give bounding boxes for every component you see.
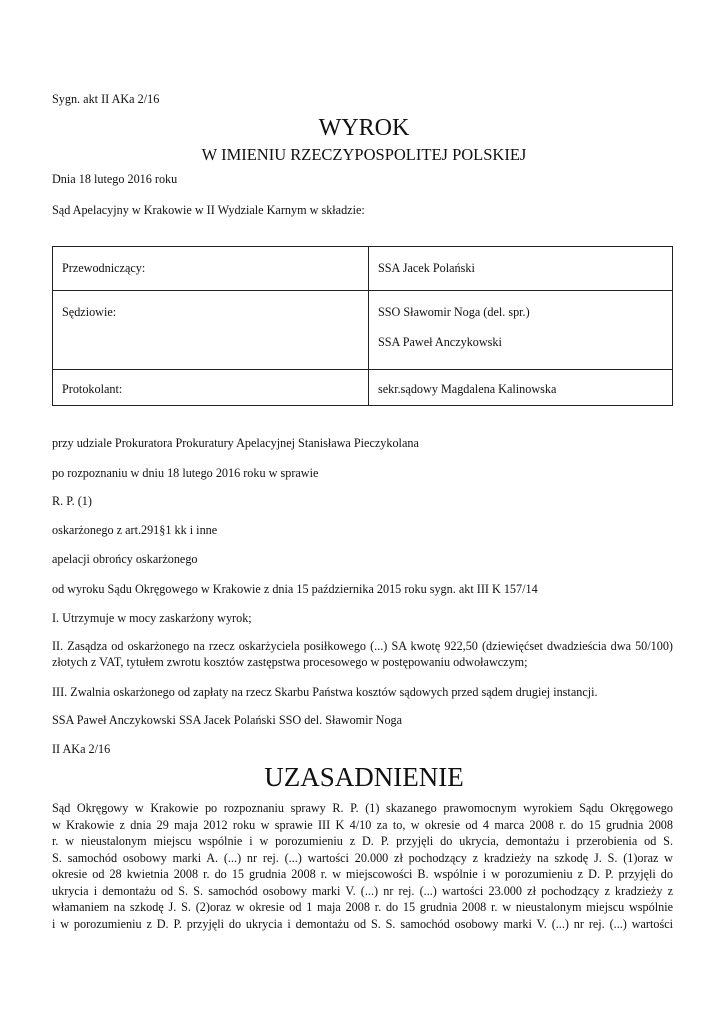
defendant-line: R. P. (1) <box>52 494 92 508</box>
ruling-point-3: III. Zwalnia oskarżonego od zapłaty na rzecz Skarbu Państwa kosztów sądowych przed sądem drugiej instancji. <box>52 685 598 699</box>
paragraph-line: w Krakowie z dnia 29 maja 2012 roku w sprawie III K 4/10 za to, w okresie od 4 marca 2008 r. do 15 grudnia 2008 <box>52 817 673 832</box>
paragraph-line: okresie od 28 kwietnia 2008 r. do 15 grudnia 2008 r. w miejscowości B. wspólnie i w porozumieniu z D. P. przyjęli do <box>52 867 673 881</box>
paragraph-line: ukrycia i demontażu od S. S. samochód osobowy marki V. (...) nr rej. (...) wartości 23.000 zł pochodzący z kradzieży z <box>52 883 673 898</box>
case-signature: Sygn. akt II AKa 2/16 <box>52 92 160 106</box>
table-row <box>53 370 673 406</box>
document-subtitle: W IMIENIU RZECZYPOSPOLITEJ POLSKIEJ <box>201 145 527 164</box>
case-signature-short: II AKa 2/16 <box>52 742 111 756</box>
ruling-point-1: I. Utrzymuje w mocy zaskarżony wyrok; <box>52 611 252 625</box>
role-label: Sędziowie: <box>62 305 117 319</box>
person-name: SSA Jacek Polański <box>378 261 475 275</box>
role-label: Przewodniczący: <box>62 261 146 275</box>
role-cell <box>53 291 369 370</box>
judgment-date: Dnia 18 lutego 2016 roku <box>52 172 178 186</box>
judges-signatures: SSA Paweł Anczykowski SSA Jacek Polański SSO del. Sławomir Noga <box>52 713 403 727</box>
role-cell <box>53 370 369 406</box>
names-cell <box>369 247 673 291</box>
table-row <box>53 247 673 291</box>
charge-line: oskarżonego z art.291§1 kk i inne <box>52 523 218 537</box>
table-row <box>53 291 673 370</box>
names-cell <box>369 370 673 406</box>
court-composition-intro: Sąd Apelacyjny w Krakowie w II Wydziale Karnym w składzie: <box>52 203 365 217</box>
paragraph-line: i w porozumieniu z D. P. przyjęli do ukrycia i demontażu od S. S. samochód osobowy marki V. (...) nr rej. (...) wartości <box>52 916 673 931</box>
paragraph-line: Sąd Okręgowy w Krakowie po rozpoznaniu sprawy R. P. (1) skazanego prawomocnym wyrokiem Sądu Okręgowego <box>52 801 673 815</box>
appeal-line: apelacji obrońcy oskarżonego <box>52 552 198 566</box>
person-name: SSA Paweł Anczykowski <box>378 335 502 349</box>
person-name: SSO Sławomir Noga (del. spr.) <box>378 305 530 319</box>
names-cell <box>369 291 673 370</box>
composition-table <box>52 246 673 406</box>
role-label: Protokolant: <box>62 382 123 396</box>
role-cell <box>53 247 369 291</box>
ruling-point-2: II. Zasądza od oskarżonego na rzecz oskarżyciela posiłkowego (...) SA kwotę 922,50 (dziewięćset dwadzieścia dwa 50/100) złotych z VAT, tytułem zwrotu kosztów zastępstwa procesowego w postępowaniu odwoławczym; <box>52 639 673 669</box>
judgment-reference-line: od wyroku Sądu Okręgowego w Krakowie z dnia 15 października 2015 roku sygn. akt III K 157/14 <box>52 582 538 596</box>
paragraph-line: S. samochód osobowy marki A. (...) nr rej. (...) wartości 20.000 zł pochodzący z kradzieży na szkodę J. S. (1)oraz w <box>52 850 673 865</box>
paragraph-line: włamaniem na szkodę J. S. (2)oraz w okresie od 1 maja 2008 r. do 15 grudnia 2008 r. w nieustalonym miejscu wspólnie <box>52 900 673 914</box>
prosecutor-line: przy udziale Prokuratora Prokuratury Apelacyjnej Stanisława Pieczykolana <box>52 436 419 450</box>
hearing-line: po rozpoznaniu w dniu 18 lutego 2016 roku w sprawie <box>52 466 319 480</box>
person-name: sekr.sądowy Magdalena Kalinowska <box>378 382 557 396</box>
justification-heading: UZASADNIENIE <box>264 762 464 792</box>
document-title: WYROK <box>318 115 410 141</box>
paragraph-line: r. w nieustalonym miejscu wspólnie i w porozumieniu z D. P. przyjęli do ukrycia, demontażu i przerobienia od S. <box>52 834 673 848</box>
justification-paragraph <box>52 800 673 932</box>
